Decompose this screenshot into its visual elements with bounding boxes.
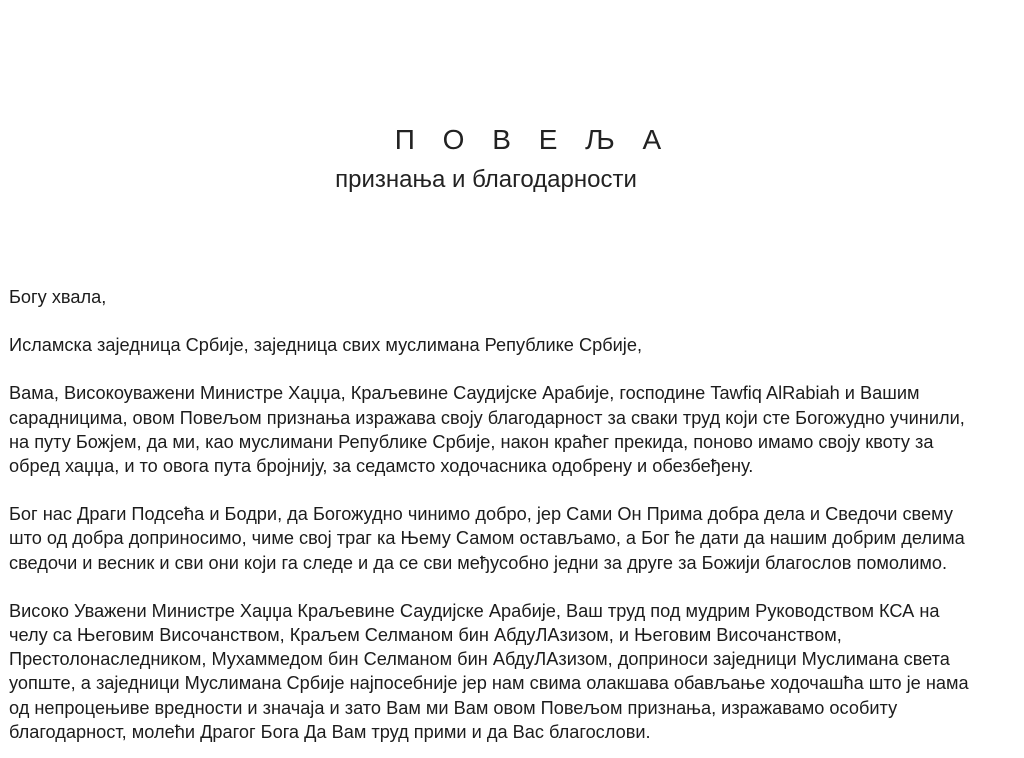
paragraph-blessing bbox=[9, 502, 965, 575]
title-block bbox=[0, 121, 1024, 197]
paragraph-line: Престолонаследником, Мухаммедом бин Селманом бин АбдуЛАзизом, доприноси заједници Муслимана света bbox=[9, 649, 950, 670]
paragraph-line: што од добра доприносимо, чиме свој траг ка Њему Самом остављамо, а Бог ће дати да нашим добрим делима bbox=[9, 528, 965, 549]
paragraph-line: уопште, а заједници Муслимана Србије најпосебније јер нам свима олакшава обављање ходочашћа што је нама bbox=[9, 673, 969, 694]
paragraph-line: Вама, Високоуважени Министре Хаџџа, Краљевине Саудијске Арабије, господине Tawfiq AlRabiah и Вашим bbox=[9, 383, 920, 404]
paragraph-leadership-thanks bbox=[9, 599, 969, 744]
paragraph-line: благодарност, молећи Драгог Бога Да Вам труд прими и да Вас благослови. bbox=[9, 721, 651, 742]
document-subtitle: признања и благодарности bbox=[335, 166, 637, 193]
paragraph-line: Бог нас Драги Подсећа и Бодри, да Богожудно чинимо добро, јер Сами Он Прима добра дела и Сведочи свему bbox=[9, 504, 953, 525]
paragraph-ministers-thanks bbox=[9, 381, 965, 478]
paragraph-line: Високо Уважени Министре Хаџџа Краљевине Саудијске Арабије, Ваш труд под мудрим Руководством КСА на bbox=[9, 600, 940, 621]
intro-text: Исламска заједница Србије, заједница свих муслимана Републике Србије, bbox=[9, 335, 643, 356]
paragraph-line: од непроцењиве вредности и значаја и зато Вам ми Вам овом Повељом признања, изражавамо особиту bbox=[9, 697, 898, 718]
document-title: П О В Е Љ А bbox=[394, 124, 672, 155]
greeting-text: Богу хвала, bbox=[9, 287, 107, 307]
paragraph-line: сведочи и весник и сви они који га следе и да се сви међусобно једни за друге за Божији благослов помолимо. bbox=[9, 552, 948, 573]
paragraph-line: сарадницима, овом Повељом признања изражава своју благодарност за сваки труд који сте Богожудно учинили, bbox=[9, 407, 965, 428]
paragraph-line: челу са Његовим Височанством, Краљем Селманом бин АбдуЛАзизом, и Његовим Височанством, bbox=[9, 625, 842, 646]
top-cropped-fragment bbox=[404, 0, 608, 2]
document-body bbox=[9, 285, 969, 744]
paragraph-line: на путу Божјем, да ми, као муслимани Републике Србије, након краћег прекида, поново имамо своју квоту за bbox=[9, 431, 934, 452]
paragraph-line: обред хаџџа, и то овога пута бројнију, за седамсто ходочасника одобрену и обезбеђену. bbox=[9, 456, 754, 477]
